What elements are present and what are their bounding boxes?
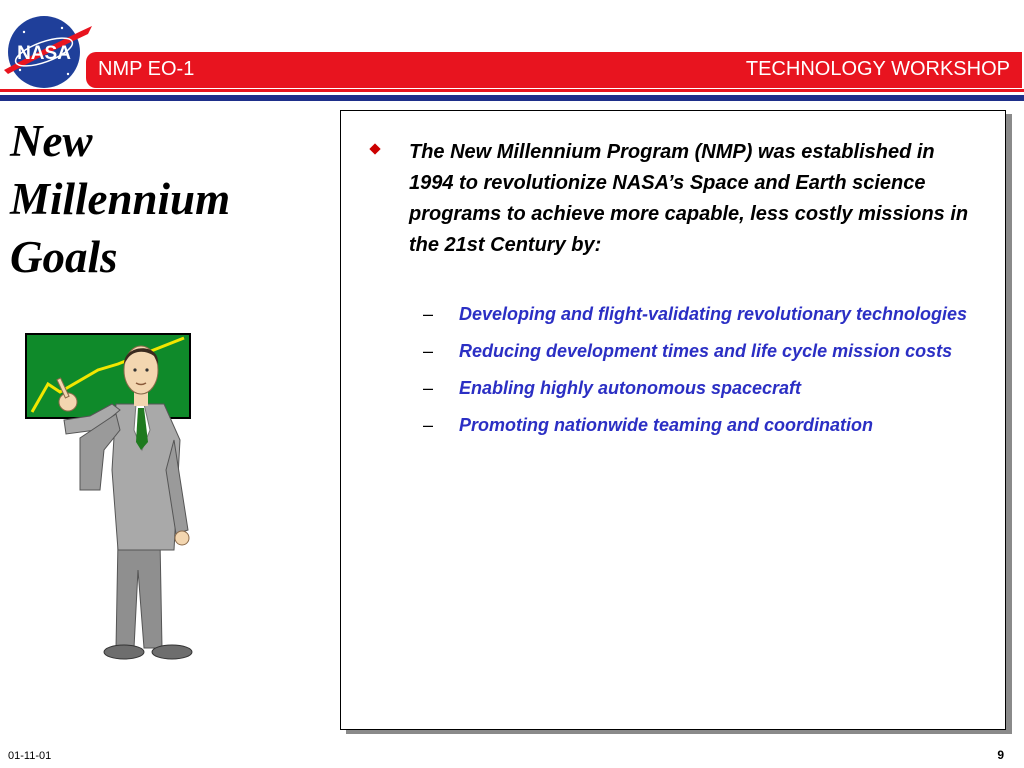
header-right-label: TECHNOLOGY WORKSHOP <box>745 58 1010 80</box>
main-bullet <box>371 137 971 261</box>
dash-bullet-icon: – <box>423 341 434 361</box>
dash-bullet-icon: – <box>423 415 434 435</box>
sub-bullet-text: Promoting nationwide teaming and coordination <box>459 415 873 435</box>
presenter-illustration <box>20 330 220 670</box>
dash-bullet-icon: – <box>423 304 434 324</box>
footer-date: 01-11-01 <box>8 750 52 762</box>
title-line-1: New <box>10 116 93 166</box>
header-banner <box>86 52 1022 88</box>
header-rule-red <box>0 89 1024 92</box>
sub-bullet-item <box>423 338 983 365</box>
title-line-3: Goals <box>10 232 118 282</box>
sub-bullet-text: Reducing development times and life cycle mission costs <box>459 341 953 361</box>
sub-bullet-item <box>423 412 983 439</box>
header-left-label: NMP EO-1 <box>98 58 195 80</box>
dash-bullet-icon: – <box>423 378 434 398</box>
page-number: 9 <box>997 748 1004 762</box>
sub-bullet-item <box>423 375 983 402</box>
title-line-2: Millennium <box>10 174 231 224</box>
sub-bullet-item <box>423 301 983 328</box>
sub-bullet-text: Developing and flight-validating revolutionary technologies <box>459 304 968 324</box>
slide-title <box>10 112 310 286</box>
nasa-logo-text: NASA <box>17 43 71 64</box>
main-bullet-text: The New Millennium Program (NMP) was established in 1994 to revolutionize NASA’s Space and Earth science programs to achieve more capable, less costly missions in the 21st Century by: <box>409 141 969 256</box>
nasa-logo <box>2 10 94 90</box>
diamond-bullet-icon <box>369 143 380 154</box>
content-box <box>340 110 1006 730</box>
sub-bullet-text: Enabling highly autonomous spacecraft <box>459 378 802 398</box>
header-rule-navy <box>0 95 1024 101</box>
sub-bullet-list <box>423 301 983 449</box>
